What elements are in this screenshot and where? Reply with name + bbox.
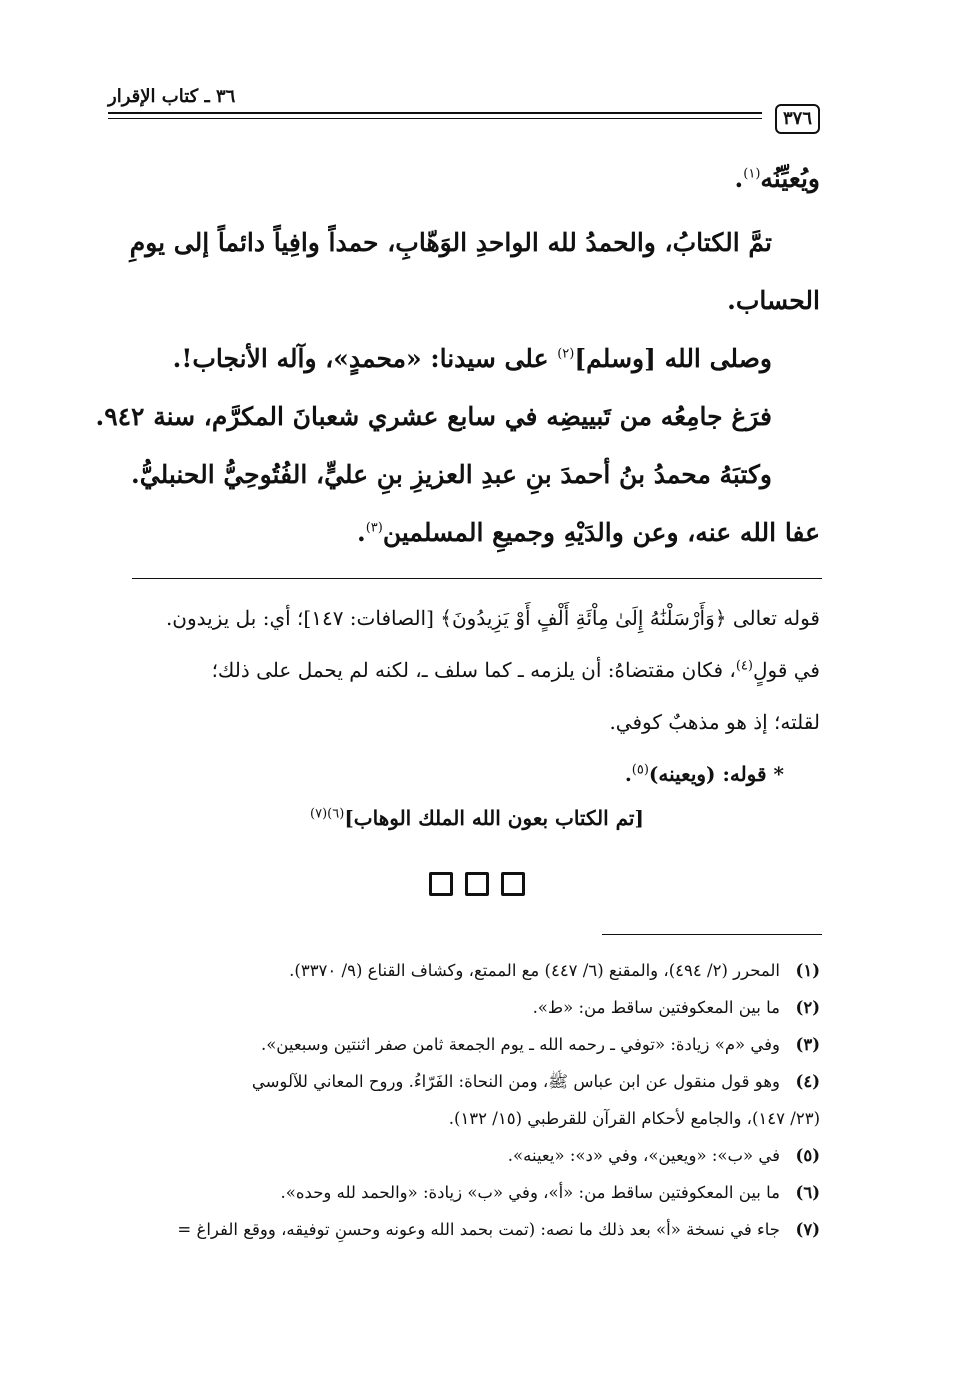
footnote-marker-2: (٢) <box>557 346 575 362</box>
square-ornament-icon <box>465 872 489 896</box>
footnote-2 <box>112 989 820 1026</box>
main-line-4-head: وصلى الله [وسلم] <box>574 344 772 373</box>
footnote-number: (٥) <box>795 1146 820 1165</box>
main-line-7-head: عفا الله عنه، وعن والدَيْهِ وجميعِ المسلمين <box>382 518 820 547</box>
commentary-line-1: قوله تعالى ﴿وَأَرْسَلْنَٰهُ إِلَىٰ مِاْئَةِ أَلْفٍ أَوْ يَزِيدُونَ﴾ [الصافات: ١٤٧]؛ أي: بل يزيدون. <box>165 606 820 630</box>
main-line-3: الحساب. <box>727 286 820 315</box>
main-text <box>95 150 820 562</box>
main-line-2: تمَّ الكتابُ، والحمدُ لله الواحدِ الوَهّابِ، حمداً وافِياً دائماً إلى يومِ <box>129 228 772 257</box>
footnote-marker-6-7: (٦)(٧) <box>310 806 345 822</box>
footnote-rule <box>602 934 822 935</box>
footnote-7 <box>112 1211 820 1248</box>
main-line-4 <box>132 330 820 388</box>
footnote-text: وفي «م» زيادة: «توفي ـ رحمه الله ـ يوم الجمعة ثامن صفر اثنتين وسبعين». <box>260 1035 780 1054</box>
footnote-1 <box>112 952 820 989</box>
main-line-4-tail: على سيدنا: «محمدٍ»، وآله الأنجاب!. <box>172 344 558 373</box>
footnote-text: ما بين المعكوفتين ساقط من: «أ»، وفي «ب» زيادة: «والحمد لله وحده». <box>280 1183 780 1202</box>
page-header <box>108 86 820 132</box>
chapter-title: ٣٦ ـ كتاب الإقرار <box>108 86 241 107</box>
footnote-marker-1: (١) <box>743 166 761 182</box>
footnote-4-continued: (٢٣/ ١٤٧)، والجامع لأحكام القرآن للقرطبي (١٥/ ١٣٢). <box>448 1109 820 1128</box>
header-rule <box>108 112 762 119</box>
commentary-line-2-tail: ، فكان مقتضاهُ: أن يلزمه ـ كما سلف ـ، لكنه لم يحمل على ذلك؛ <box>211 658 736 682</box>
footnote-number: (٧) <box>795 1220 820 1239</box>
footnote-text: وهو قول منقول عن ابن عباس ﷺ، ومن النحاة: الفَرّاءُ. وروح المعاني للآلوسي <box>251 1072 780 1091</box>
footnote-3 <box>112 1026 820 1063</box>
square-ornament-icon <box>501 872 525 896</box>
footnote-number: (٤) <box>795 1072 820 1091</box>
main-line-1 <box>132 150 820 208</box>
footnote-text: في «ب»: «ويعين»، وفي «د»: «يعينه». <box>507 1146 780 1165</box>
footnote-marker-4: (٤) <box>735 658 753 674</box>
commentary-line-4-head: * قوله: (ويعينه) <box>648 762 784 786</box>
footnote-number: (٣) <box>795 1035 820 1054</box>
footnote-number: (٦) <box>795 1183 820 1202</box>
commentary-line-2 <box>120 644 820 696</box>
main-line-7-tail: . <box>356 518 366 547</box>
footnote-text: ما بين المعكوفتين ساقط من: «ط». <box>532 998 780 1017</box>
commentary <box>120 592 820 800</box>
commentary-line-4-tail: . <box>624 762 632 786</box>
closing-text: [تم الكتاب بعون الله الملك الوهاب] <box>344 806 644 830</box>
closing-line <box>132 806 822 830</box>
page-number: ٣٧٦ <box>775 104 820 134</box>
footnote-number: (١) <box>795 961 820 980</box>
main-line-6: وكتبَهُ محمدُ بنُ أحمدَ بنِ عبدِ العزيزِ بنِ عليٍّ، الفُتُوحِيُّ الحنبليُّ. <box>131 460 772 489</box>
footnote-5 <box>112 1137 820 1174</box>
main-line-5: فرَغ جامِعُه من تَبييضِه في سابع عشري شعبانَ المكرَّم، سنة ٩٤٢. <box>95 402 772 431</box>
footnote-4 <box>112 1063 820 1100</box>
commentary-line-2-head: في قولٍ <box>752 658 820 682</box>
footnote-number: (٢) <box>795 998 820 1017</box>
main-line-1-tail: . <box>734 164 744 193</box>
end-ornament <box>132 872 822 900</box>
main-line-1-text: ويُعيِّنُه <box>760 164 820 193</box>
footnotes <box>112 952 820 1248</box>
square-ornament-icon <box>429 872 453 896</box>
text-divider <box>132 578 822 579</box>
footnote-text: جاء في نسخة «أ» بعد ذلك ما نصه: (تمت بحمد الله وعونه وحسنِ توفيقه، ووقع الفراغ = <box>177 1220 780 1239</box>
footnote-marker-3: (٣) <box>365 520 383 536</box>
footnote-marker-5: (٥) <box>631 762 649 778</box>
footnote-text: المحرر (٢/ ٤٩٤)، والمقنع (٦/ ٤٤٧) مع الممتع، وكشاف القناع (٩/ ٣٣٧٠). <box>289 961 780 980</box>
commentary-line-3: لقلته؛ إذ هو مذهبٌ كوفي. <box>609 710 820 734</box>
commentary-line-4 <box>120 748 820 800</box>
footnote-6 <box>112 1174 820 1211</box>
main-line-7 <box>132 504 820 562</box>
